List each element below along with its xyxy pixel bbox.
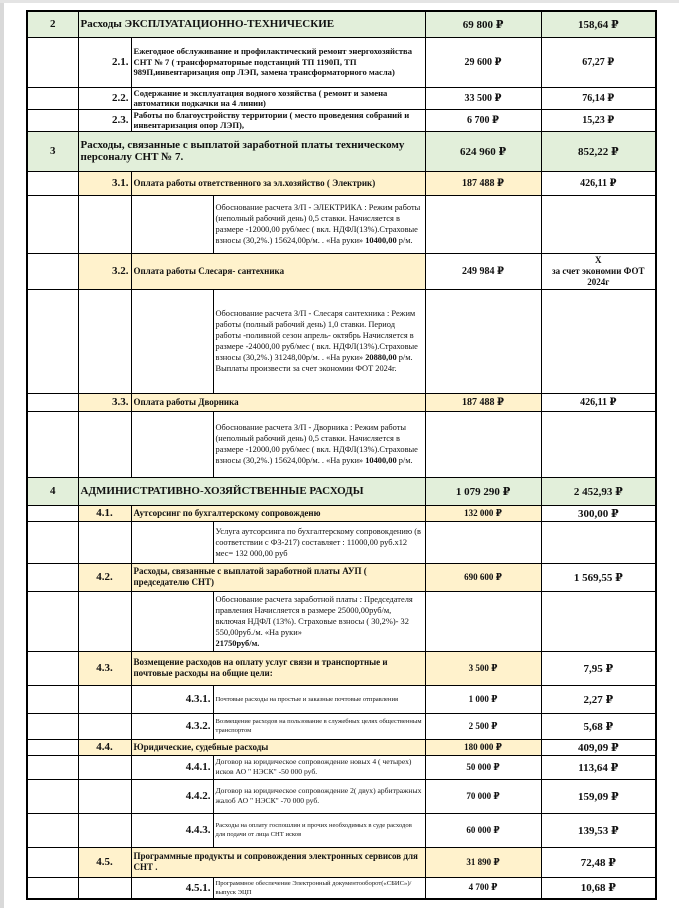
empty-cell	[27, 109, 78, 131]
empty-cell	[27, 591, 78, 651]
item-per-unit: 72,48 ₽	[541, 847, 656, 877]
description-bold-value: 20880,00	[365, 353, 397, 362]
subitem-row	[27, 813, 656, 847]
description-bold-value: 10400,00	[365, 456, 397, 465]
section-title: Расходы ЭКСПЛУАТАЦИОННО-ТЕХНИЧЕСКИЕ	[78, 11, 425, 37]
page-edge-top	[0, 0, 679, 3]
table-row	[27, 847, 656, 877]
item-description	[213, 411, 425, 477]
item-per-unit: 15,23 ₽	[541, 109, 656, 131]
item-code: 4.4.	[78, 739, 131, 755]
item-amount: 690 600 ₽	[425, 563, 541, 591]
empty-cell	[131, 411, 213, 477]
empty-cell	[425, 289, 541, 393]
item-title: Юридические, судебные расходы	[131, 739, 425, 755]
empty-cell	[131, 289, 213, 393]
item-amount: 31 890 ₽	[425, 847, 541, 877]
empty-cell	[131, 521, 213, 563]
description-row	[27, 521, 656, 563]
item-code: 2.1.	[78, 37, 131, 87]
subitem-code: 4.4.3.	[131, 813, 213, 847]
item-per-unit: 76,14 ₽	[541, 87, 656, 109]
empty-cell	[425, 195, 541, 253]
item-amount: 187 488 ₽	[425, 393, 541, 411]
section-row-4	[27, 477, 656, 505]
section-per-unit: 2 452,93 ₽	[541, 477, 656, 505]
table-row	[27, 563, 656, 591]
subitem-amount: 70 000 ₽	[425, 779, 541, 813]
subitem-row	[27, 713, 656, 739]
item-code: 4.1.	[78, 505, 131, 521]
table-row	[27, 505, 656, 521]
item-per-unit: 426,11 ₽	[541, 393, 656, 411]
empty-cell	[541, 521, 656, 563]
section-amount: 69 800 ₽	[425, 11, 541, 37]
item-per-unit: 7,95 ₽	[541, 651, 656, 685]
empty-cell	[131, 591, 213, 651]
description-row	[27, 289, 656, 393]
item-title: Аутсорсинг по бухгалтерскому сопровожденю	[131, 505, 425, 521]
item-title: Расходы, связанные с выплатой заработной платы АУП ( председателю СНТ)	[131, 563, 425, 591]
subitem-per-unit: 5,68 ₽	[541, 713, 656, 739]
item-title: Оплата работы ответственного за эл.хозяйство ( Электрик)	[131, 171, 425, 195]
section-per-unit: 158,64 ₽	[541, 11, 656, 37]
item-title: Работы по благоустройству территории ( место проведения собраний и инвентаризация опор ЛЭП),	[131, 109, 425, 131]
subitem-row	[27, 779, 656, 813]
item-code: 2.3.	[78, 109, 131, 131]
subitem-amount: 60 000 ₽	[425, 813, 541, 847]
section-number: 2	[27, 11, 78, 37]
empty-cell	[27, 651, 78, 685]
subitem-text: Расходы на оплату госпошлин и прочих необходимых в суде расходов для подачи от лица СНТ исков	[213, 813, 425, 847]
empty-cell	[27, 171, 78, 195]
empty-cell	[27, 253, 78, 289]
item-code: 2.2.	[78, 87, 131, 109]
empty-cell	[78, 289, 131, 393]
item-per-unit: 426,11 ₽	[541, 171, 656, 195]
empty-cell	[78, 779, 131, 813]
empty-cell	[78, 713, 131, 739]
empty-cell	[27, 37, 78, 87]
subitem-per-unit: 2,27 ₽	[541, 685, 656, 713]
section-per-unit: 852,22 ₽	[541, 131, 656, 171]
subitem-text: Договор на юридическое сопровождение 2( двух) арбитражных жалоб АО " НЭСК" -70 000 руб.	[213, 779, 425, 813]
x-mark: X	[595, 254, 602, 265]
empty-cell	[541, 289, 656, 393]
empty-cell	[27, 877, 78, 899]
item-code: 3.3.	[78, 393, 131, 411]
description-text: Обоснование расчета З/П - ЭЛЕКТРИКА : Режим работы (неполный рабочий день) 0,5 ставки. Начисляется в размере -12000,00 руб/мес ( вкл. НДФЛ(13%).Страховые взносы (30,2%.) 15624,00р/м. . «На руки»	[215, 203, 421, 245]
table-row	[27, 109, 656, 131]
empty-cell	[27, 195, 78, 253]
item-title: Программные продукты и сопровождения электронных сервисов для СНТ .	[131, 847, 425, 877]
empty-cell	[78, 195, 131, 253]
empty-cell	[541, 591, 656, 651]
empty-cell	[425, 411, 541, 477]
funding-note: за счет экономии ФОТ 2024г	[552, 265, 645, 287]
empty-cell	[78, 755, 131, 779]
empty-cell	[78, 813, 131, 847]
budget-table	[26, 10, 657, 900]
item-title: Содержание и эксплуатация водного хозяйства ( ремонт и замена автоматики подкачки на 4 линии)	[131, 87, 425, 109]
empty-cell	[27, 505, 78, 521]
item-title: Ежегодное обслуживание и профилактический ремонт энергохозяйства СНТ № 7 ( трансформаторные подстанций ТП 1190П, ТП 989П,инвентаризация опр ЛЭП, замена трансформаторного масла)	[131, 37, 425, 87]
table-row	[27, 651, 656, 685]
section-number: 4	[27, 477, 78, 505]
empty-cell	[27, 847, 78, 877]
item-per-unit: 1 569,55 ₽	[541, 563, 656, 591]
item-description: Услуга аутсорсинга по бухгалтерскому сопровокдению (в соответствии с ФЗ-217) составляет : 11000,00 руб.х12 мес= 132 000,00 руб	[213, 521, 425, 563]
table-row	[27, 739, 656, 755]
subitem-row	[27, 685, 656, 713]
table-row	[27, 253, 656, 289]
empty-cell	[131, 195, 213, 253]
subitem-code: 4.4.2.	[131, 779, 213, 813]
subitem-amount: 2 500 ₽	[425, 713, 541, 739]
empty-cell	[27, 87, 78, 109]
empty-cell	[27, 713, 78, 739]
subitem-code: 4.4.1.	[131, 755, 213, 779]
item-title: Оплата работы Слесаря- сантехника	[131, 253, 425, 289]
section-row-3	[27, 131, 656, 171]
empty-cell	[27, 563, 78, 591]
item-per-unit: 67,27 ₽	[541, 37, 656, 87]
item-amount: 6 700 ₽	[425, 109, 541, 131]
item-description	[213, 195, 425, 253]
subitem-per-unit: 10,68 ₽	[541, 877, 656, 899]
subitem-code: 4.5.1.	[131, 877, 213, 899]
section-number: 3	[27, 131, 78, 171]
subitem-text: Почтовые расходы на простые и заказные почтовые отправления	[213, 685, 425, 713]
section-title: Расходы, связанные с выплатой заработной платы техническому персоналу СНТ № 7.	[78, 131, 425, 171]
section-amount: 624 960 ₽	[425, 131, 541, 171]
empty-cell	[541, 411, 656, 477]
empty-cell	[425, 521, 541, 563]
item-per-unit: 409,09 ₽	[541, 739, 656, 755]
description-tail: р/м.	[396, 236, 413, 245]
description-text: Обоснование расчета З/П - Дворника : Режим работы (неполный рабочий день) 0,5 ставки. Начисляется в размере -12000,00 руб/мес ( вкл. НДФЛ(13%).Страховые взносы (30,2%.) 15624,00р/м. . «На руки»	[215, 423, 418, 465]
subitem-per-unit: 139,53 ₽	[541, 813, 656, 847]
item-description	[213, 289, 425, 393]
subitem-amount: 4 700 ₽	[425, 877, 541, 899]
description-text: Обоснование расчета З/П - Слесаря сантехника : Режим работы (полный рабочий день) 1,0 ставки. Период работы -поливной сезон апрель- октябрь Начисляется в размере -24000,00 руб/мес ( вкл. НДФЛ(13%).Страховые взносы (30,2%.) 31248,00р/м. . «На руки»	[215, 309, 418, 362]
item-amount: 249 984 ₽	[425, 253, 541, 289]
empty-cell	[27, 393, 78, 411]
empty-cell	[27, 521, 78, 563]
empty-cell	[78, 877, 131, 899]
description-row	[27, 195, 656, 253]
subitem-row	[27, 755, 656, 779]
empty-cell	[27, 813, 78, 847]
subitem-code: 4.3.1.	[131, 685, 213, 713]
section-amount: 1 079 290 ₽	[425, 477, 541, 505]
item-code: 3.2.	[78, 253, 131, 289]
item-amount: 33 500 ₽	[425, 87, 541, 109]
section-row-2	[27, 11, 656, 37]
empty-cell	[27, 779, 78, 813]
description-tail: р/м.	[396, 353, 413, 362]
table-row	[27, 87, 656, 109]
subitem-text: Договор на юридическое сопровождение новых 4 ( четырех) исков АО " НЭСК" -50 000 руб.	[213, 755, 425, 779]
empty-cell	[27, 685, 78, 713]
empty-cell	[541, 195, 656, 253]
description-tail: р/м.	[396, 456, 413, 465]
item-title: Возмещение расходов на оплату услуг связи и транспортные и почтовые расходы на общие цели:	[131, 651, 425, 685]
item-amount: 29 600 ₽	[425, 37, 541, 87]
item-amount: 3 500 ₽	[425, 651, 541, 685]
empty-cell	[27, 289, 78, 393]
description-bold-value: 21750руб/м.	[215, 638, 260, 648]
item-per-unit-note	[541, 253, 656, 289]
empty-cell	[78, 411, 131, 477]
description-row	[27, 411, 656, 477]
subitem-amount: 1 000 ₽	[425, 685, 541, 713]
empty-cell	[27, 755, 78, 779]
subitem-text: Программное обеспечение Электронный документооборот(«СБИС»)/ выпуск ЭЦП	[213, 877, 425, 899]
subitem-amount: 50 000 ₽	[425, 755, 541, 779]
empty-cell	[27, 739, 78, 755]
subitem-code: 4.3.2.	[131, 713, 213, 739]
item-code: 3.1.	[78, 171, 131, 195]
table-row	[27, 37, 656, 87]
description-bold-value: 10400,00	[365, 236, 397, 245]
item-description	[213, 591, 425, 651]
item-per-unit: 300,00 ₽	[541, 505, 656, 521]
description-text: Обоснование расчета заработной платы : Председателя правления Начисляется в размере 25000,00руб/м, включая НДФЛ (13%). Страховые взносы ( 30,2%)- 32 550,00руб./м. «На руки»	[215, 594, 413, 637]
item-code: 4.5.	[78, 847, 131, 877]
section-title: АДМИНИСТРАТИВНО-ХОЗЯЙСТВЕННЫЕ РАСХОДЫ	[78, 477, 425, 505]
item-code: 4.2.	[78, 563, 131, 591]
subitem-row	[27, 877, 656, 899]
table-row	[27, 393, 656, 411]
item-title: Оплата работы Дворника	[131, 393, 425, 411]
item-code: 4.3.	[78, 651, 131, 685]
table-row	[27, 171, 656, 195]
item-amount: 187 488 ₽	[425, 171, 541, 195]
description-row	[27, 591, 656, 651]
empty-cell	[78, 591, 131, 651]
empty-cell	[425, 591, 541, 651]
subitem-text: Возмещение расходов на пользование в служебных целях общественным транспортом	[213, 713, 425, 739]
item-amount: 132 000 ₽	[425, 505, 541, 521]
subitem-per-unit: 159,09 ₽	[541, 779, 656, 813]
empty-cell	[78, 685, 131, 713]
page-edge	[0, 0, 4, 908]
empty-cell	[27, 411, 78, 477]
empty-cell	[78, 521, 131, 563]
subitem-per-unit: 113,64 ₽	[541, 755, 656, 779]
description-extra: Выплаты произвести за счет экономии ФОТ 2024г.	[215, 364, 397, 373]
item-amount: 180 000 ₽	[425, 739, 541, 755]
